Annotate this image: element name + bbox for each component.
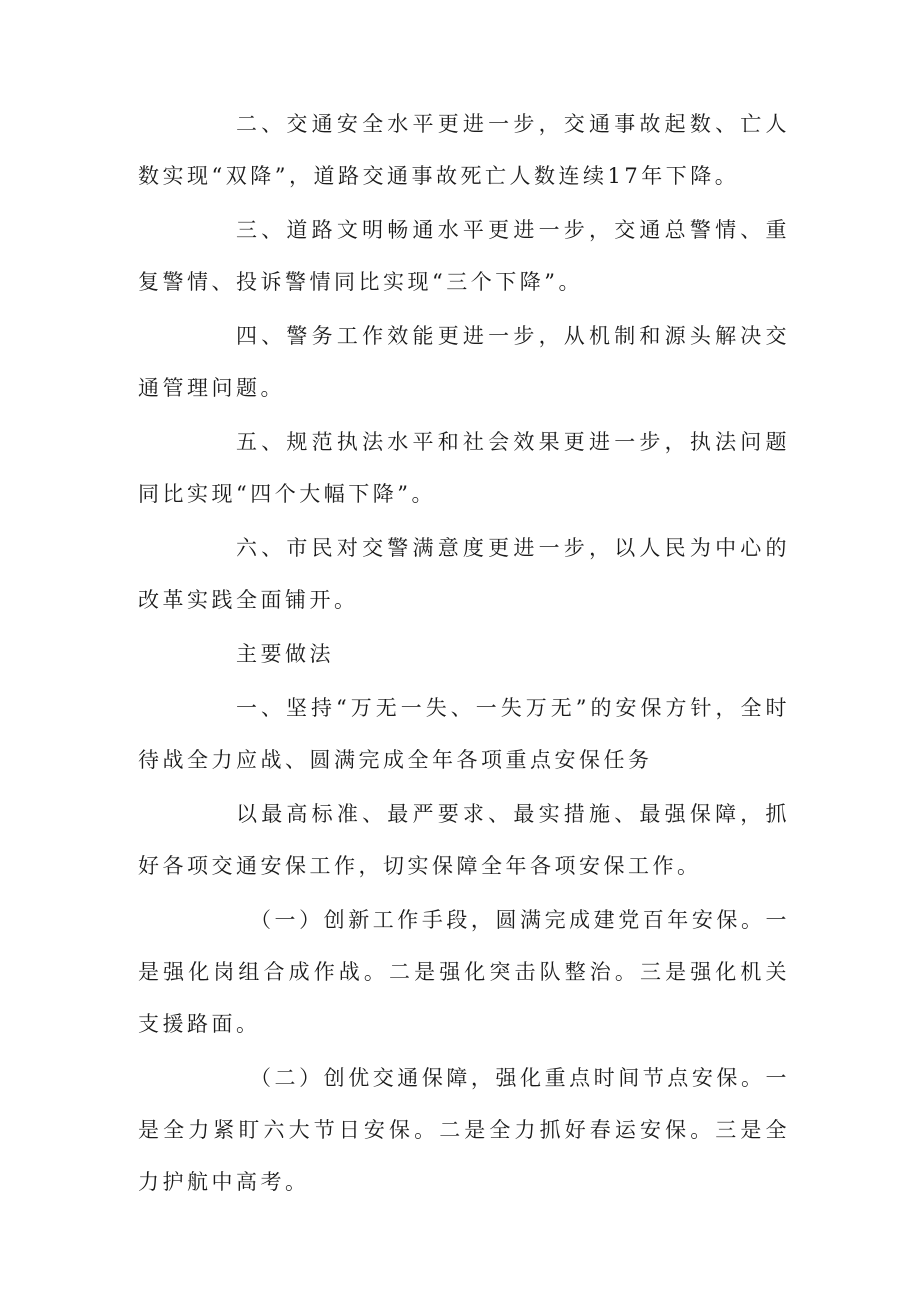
paragraph-key-dates-security: （二）创优交通保障，强化重点时间节点安保。一是全力紧盯六大节日安保。二是全力抓好春运安保。三是全力护航中高考。	[138, 1066, 790, 1194]
section-heading-main-practices: 主要做法	[236, 642, 334, 666]
paragraph-security-standards: 以最高标准、最严要求、最实措施、最强保障，抓好各项交通安保工作，切实保障全年各项安保工作。	[138, 802, 790, 878]
paragraph-law-enforcement: 五、规范执法水平和社会效果更进一步，执法问题同比实现“四个大幅下降”。	[138, 430, 790, 506]
document-body	[138, 98, 790, 1208]
paragraph-citizen-satisfaction: 六、市民对交警满意度更进一步，以人民为中心的改革实践全面铺开。	[138, 536, 790, 612]
paragraph-security-policy: 一、坚持“万无一失、一失万无”的安保方针，全时待战全力应战、圆满完成全年各项重点安保任务	[138, 696, 790, 772]
paragraph-centennial-security: （一）创新工作手段，圆满完成建党百年安保。一是强化岗组合成作战。二是强化突击队整治。三是强化机关支援路面。	[138, 908, 790, 1036]
paragraph-road-civility: 三、道路文明畅通水平更进一步，交通总警情、重复警情、投诉警情同比实现“三个下降”。	[138, 218, 790, 294]
paragraph-traffic-safety: 二、交通安全水平更进一步，交通事故起数、亡人数实现“双降”，道路交通事故死亡人数连续17年下降。	[138, 112, 790, 188]
paragraph-police-efficiency: 四、警务工作效能更进一步，从机制和源头解决交通管理问题。	[138, 324, 790, 400]
